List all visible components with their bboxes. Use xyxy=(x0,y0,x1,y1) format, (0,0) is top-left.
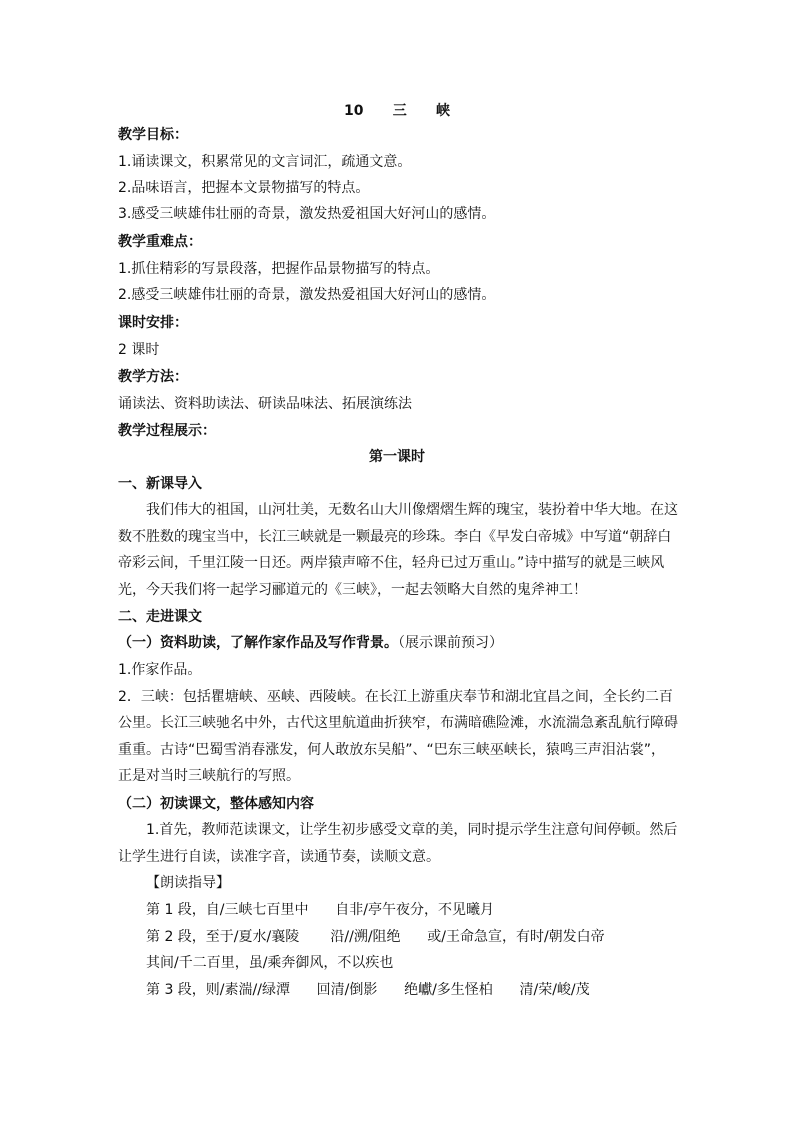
section2-item2-line: 重重。古诗“巴蜀雪消春涨发，何人敢放东吴船”、“巴东三峡巫峡长，猿鸣三声泪沾裳”， xyxy=(118,742,666,758)
objective-item: 3.感受三峡雄伟壮丽的奇景，激发热爱祖国大好河山的感情。 xyxy=(118,206,496,222)
section2-item2-line: 2．三峡：包括瞿塘峡、巫峡、西陵峡。在长江上游重庆奉节和湖北宜昌之间，全长约二百 xyxy=(118,689,673,705)
section2-sub2-heading: （二）初读课文，整体感知内容 xyxy=(118,796,314,812)
objectives-heading: 教学目标： xyxy=(118,127,188,143)
key-point-item: 2.感受三峡雄伟壮丽的奇景，激发热爱祖国大好河山的感情。 xyxy=(118,287,496,303)
schedule-heading: 课时安排： xyxy=(118,315,188,331)
title-char-1: 三 xyxy=(392,103,407,119)
reading-guide-line: 第 1 段，自/三峡七百里中 自非/亭午夜分，不见曦月 xyxy=(146,902,494,918)
key-point-item: 1.抓住精彩的写景段落，把握作品景物描写的特点。 xyxy=(118,261,440,277)
reading-guide-line: 第 2 段，至于/夏水/襄陵 沿//溯/阻绝 或/王命急宣，有时/朝发白帝 xyxy=(146,929,605,945)
sub1-heading: （一）资料助读，了解作家作品及写作背景。 xyxy=(118,635,398,651)
reading-guide-line: 其间/千二百里，虽/乘奔御风，不以疾也 xyxy=(146,955,394,971)
section1-line: 光，今天我们将一起学习郦道元的《三峡》，一起去领略大自然的鬼斧神工！ xyxy=(118,582,587,598)
objective-item: 2.品味语言，把握本文景物描写的特点。 xyxy=(118,180,370,196)
section1-line: 我们伟大的祖国，山河壮美，无数名山大川像熠熠生辉的瑰宝，装扮着中华大地。在这 xyxy=(146,502,678,518)
section2-item2-line: 公里。长江三峡驰名中外，古代这里航道曲折狭窄，布满暗礁险滩，水流湍急紊乱航行障碍 xyxy=(118,715,678,731)
section2-heading: 二、走进课文 xyxy=(118,609,202,625)
objective-item: 1.诵读课文，积累常见的文言词汇，疏通文意。 xyxy=(118,154,412,170)
methods-heading: 教学方法： xyxy=(118,369,188,385)
section2-sub1 xyxy=(118,633,503,653)
lesson-title xyxy=(0,100,794,120)
section2-item1: 1.作家作品。 xyxy=(118,662,202,678)
lesson-heading: 第一课时 xyxy=(369,449,425,465)
sub1-note: （展示课前预习） xyxy=(398,635,503,651)
section2-item2-line: 正是对当时三峡航行的写照。 xyxy=(118,768,300,784)
reading-guide-line: 第 3 段，则/素湍//绿潭 回清/倒影 绝巘/多生怪柏 清/荣/峻/茂 xyxy=(146,982,590,998)
sub2-line: 让学生进行自读，读准字音，读通节奏，读顺文意。 xyxy=(118,849,440,865)
key-points-heading: 教学重难点： xyxy=(118,234,202,250)
process-heading: 教学过程展示： xyxy=(118,423,216,439)
section1-line: 帝彩云间，千里江陵一日还。两岸猿声啼不住，轻舟已过万重山。”诗中描写的就是三峡风 xyxy=(118,555,665,571)
reading-guide-label: 【朗读指导】 xyxy=(146,875,230,891)
section1-heading: 一、新课导入 xyxy=(118,476,202,492)
schedule-value: 2 课时 xyxy=(118,342,160,358)
title-char-2: 峡 xyxy=(435,103,450,119)
section1-line: 数不胜数的瑰宝当中，长江三峡就是一颗最亮的珍珠。李白《早发白帝城》中写道“朝辞白 xyxy=(118,529,672,545)
methods-value: 诵读法、资料助读法、研读品味法、拓展演练法 xyxy=(118,396,412,412)
title-number: 10 xyxy=(344,103,364,119)
sub2-line: 1.首先，教师范读课文，让学生初步感受文章的美，同时提示学生注意句间停顿。然后 xyxy=(146,822,678,838)
